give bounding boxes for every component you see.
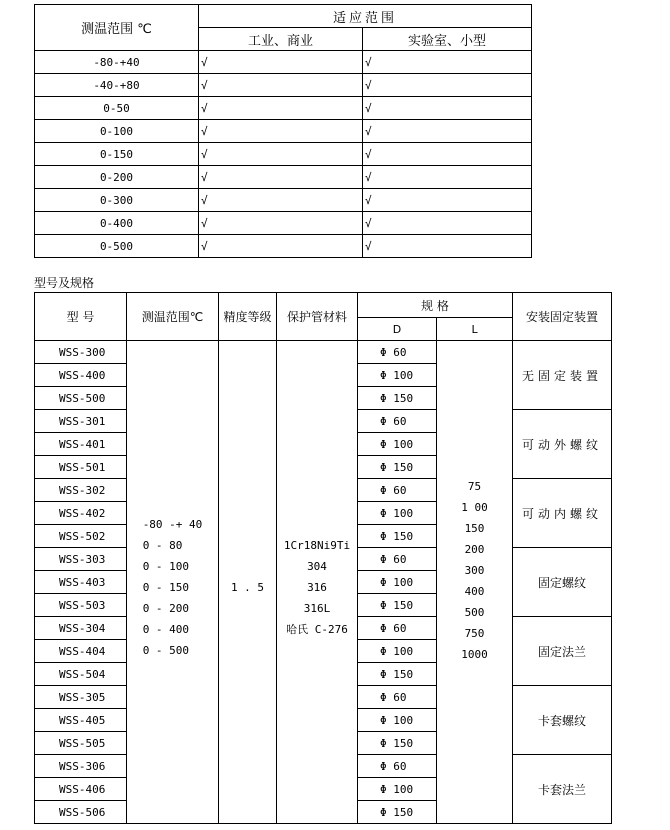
diameter-value: Φ 60 [358,410,437,433]
diameter-value: Φ 150 [358,801,437,824]
diameter-value: Φ 60 [358,755,437,778]
range-value: -80-+40 [35,51,199,74]
temp-range-value: 0 - 200 [142,601,190,615]
diameter-value: Φ 100 [358,502,437,525]
temp-range-value: 0 - 80 [142,538,183,552]
material-value: 316L [303,601,331,615]
diameter-value: Φ 60 [358,479,437,502]
apply-range-header: 适应范围 [199,5,532,28]
d-header: D [358,318,437,341]
diameter-value: Φ 100 [358,433,437,456]
range-row [35,189,532,212]
length-value: 750 [464,626,485,640]
temp-list [143,514,203,661]
application-range-table [34,4,532,258]
diameter-value: Φ 100 [358,778,437,801]
diameter-value: Φ 150 [358,525,437,548]
lab-check: √ [363,51,532,74]
range-value: 0-100 [35,120,199,143]
diameter-value: Φ 150 [358,732,437,755]
industrial-header: 工业、商业 [199,28,363,51]
diameter-value: Φ 150 [358,594,437,617]
material-header: 保护管材料 [277,293,358,341]
model-code: WSS-506 [35,801,127,824]
temp-range-value: 0 - 100 [142,559,190,573]
lab-check: √ [363,189,532,212]
accuracy-header: 精度等级 [219,293,277,341]
industrial-check: √ [199,212,363,235]
range-row [35,97,532,120]
diameter-value: Φ 100 [358,640,437,663]
lab-check: √ [363,120,532,143]
diameter-value: Φ 100 [358,364,437,387]
model-header: 型 号 [35,293,127,341]
model-code: WSS-304 [35,617,127,640]
mount-type: 卡套螺纹 [513,686,612,755]
model-code: WSS-400 [35,364,127,387]
temp-range-value: 0 - 400 [142,622,190,636]
lab-check: √ [363,74,532,97]
range-row [35,235,532,258]
mount-type: 固定法兰 [513,617,612,686]
model-code: WSS-504 [35,663,127,686]
model-code: WSS-301 [35,410,127,433]
models-spec-table [34,292,612,824]
accuracy-value: 1 . 5 [219,341,277,824]
temp-range-value: 0 - 500 [142,643,190,657]
model-code: WSS-403 [35,571,127,594]
model-code: WSS-401 [35,433,127,456]
temp-range-cell [127,341,219,824]
material-list [277,535,357,640]
material-value: 1Cr18Ni9Ti [283,538,351,552]
range-row [35,166,532,189]
temp-range-value: 0 - 150 [142,580,190,594]
range-row [35,74,532,97]
diameter-value: Φ 60 [358,617,437,640]
model-code: WSS-402 [35,502,127,525]
industrial-check: √ [199,51,363,74]
model-code: WSS-501 [35,456,127,479]
industrial-check: √ [199,97,363,120]
material-value: 316 [307,580,327,594]
length-value: 150 [464,521,485,535]
lab-check: √ [363,235,532,258]
diameter-value: Φ 100 [358,571,437,594]
model-code: WSS-300 [35,341,127,364]
diameter-value: Φ 150 [358,663,437,686]
model-code: WSS-505 [35,732,127,755]
lab-check: √ [363,97,532,120]
range-row [35,51,532,74]
range-row [35,143,532,166]
range-row [35,212,532,235]
length-value: 1 00 [461,500,488,514]
lab-header: 实验室、小型 [363,28,532,51]
model-code: WSS-305 [35,686,127,709]
model-code: WSS-502 [35,525,127,548]
diameter-value: Φ 60 [358,341,437,364]
mount-type: 可动内螺纹 [513,479,612,548]
industrial-check: √ [199,166,363,189]
model-code: WSS-303 [35,548,127,571]
industrial-check: √ [199,235,363,258]
model-code: WSS-302 [35,479,127,502]
range-value: 0-400 [35,212,199,235]
material-cell [277,341,358,824]
diameter-value: Φ 100 [358,709,437,732]
range-value: 0-200 [35,166,199,189]
industrial-check: √ [199,120,363,143]
model-code: WSS-306 [35,755,127,778]
model-code: WSS-405 [35,709,127,732]
diameter-value: Φ 60 [358,548,437,571]
models-caption: 型号及规格 [34,276,95,290]
lab-check: √ [363,166,532,189]
temp-range-value: -80 -+ 40 [142,517,203,531]
length-value: 1000 [461,647,488,661]
table-row [35,341,612,364]
spec-header: 规 格 [358,293,513,318]
diameter-value: Φ 60 [358,686,437,709]
temp-header: 测温范围℃ [127,293,219,341]
diameter-value: Φ 150 [358,387,437,410]
material-value: 304 [307,559,327,573]
mount-type: 固定螺纹 [513,548,612,617]
range-value: 0-50 [35,97,199,120]
industrial-check: √ [199,143,363,166]
range-row [35,120,532,143]
range-value: 0-500 [35,235,199,258]
model-code: WSS-500 [35,387,127,410]
material-value: 哈氏 C-276 [286,622,348,636]
length-value: 500 [464,605,485,619]
model-code: WSS-404 [35,640,127,663]
l-header: L [437,318,513,341]
range-value: 0-300 [35,189,199,212]
length-value: 75 [467,479,482,493]
diameter-value: Φ 150 [358,456,437,479]
mount-type: 无固定装置 [513,341,612,410]
length-value: 300 [464,563,485,577]
lab-check: √ [363,143,532,166]
range-value: 0-150 [35,143,199,166]
length-cell [437,341,513,824]
model-code: WSS-406 [35,778,127,801]
industrial-check: √ [199,74,363,97]
length-list [437,476,512,665]
length-value: 400 [464,584,485,598]
mount-header: 安装固定装置 [513,293,612,341]
range-value: -40-+80 [35,74,199,97]
model-code: WSS-503 [35,594,127,617]
temp-range-header: 测温范围 ℃ [35,5,199,51]
mount-type: 可动外螺纹 [513,410,612,479]
industrial-check: √ [199,189,363,212]
mount-type: 卡套法兰 [513,755,612,824]
lab-check: √ [363,212,532,235]
length-value: 200 [464,542,485,556]
